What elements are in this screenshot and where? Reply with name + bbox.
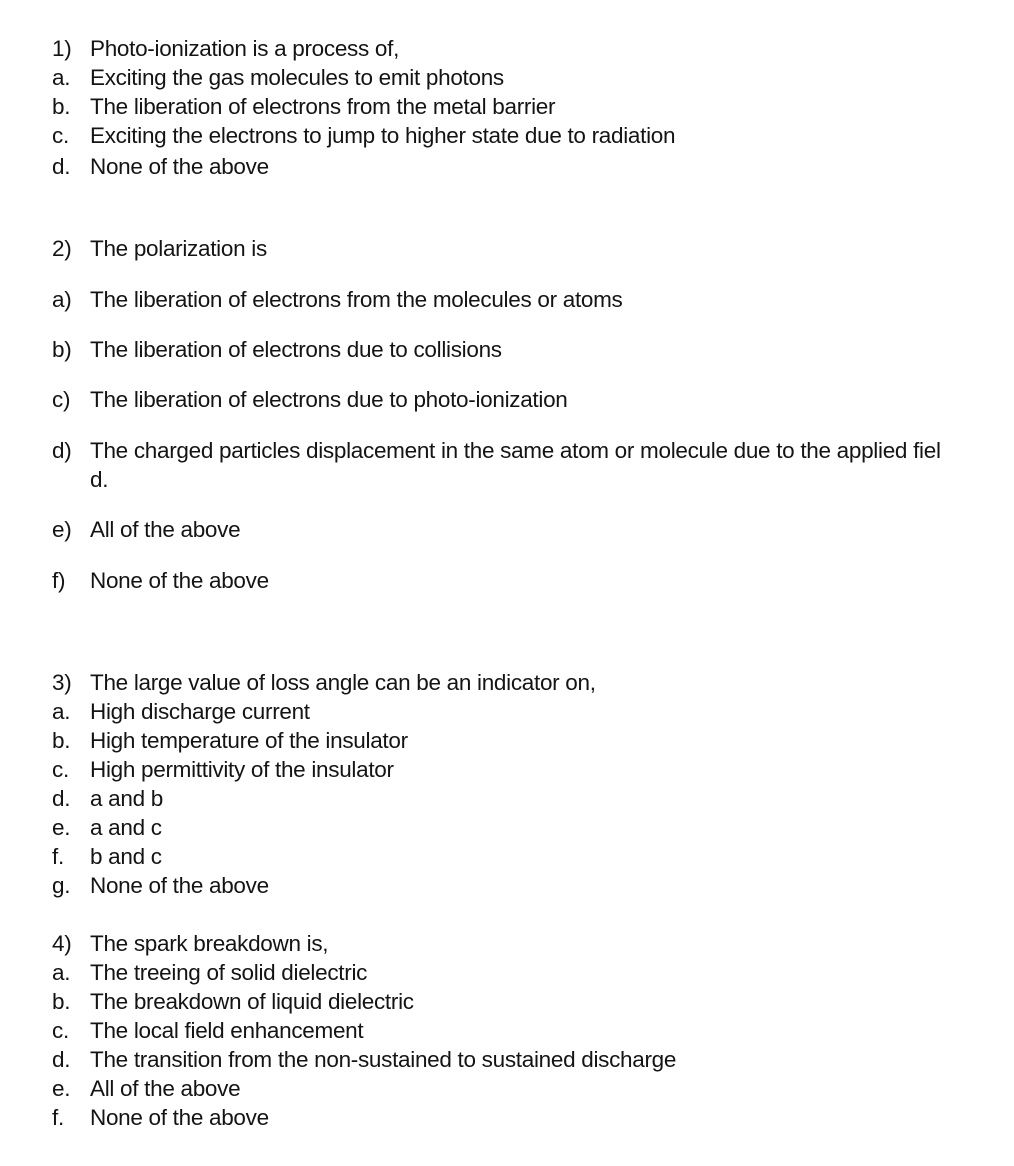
question-number: 2)	[52, 236, 72, 261]
option-text: The liberation of electrons from the metal barrier	[90, 94, 556, 119]
option-text: The liberation of electrons due to photo-ionization	[90, 387, 568, 412]
option-text-continuation: d.	[90, 467, 109, 492]
option-marker: d)	[52, 438, 72, 463]
question-text: Photo-ionization is a process of,	[90, 36, 400, 61]
option-marker: a)	[52, 287, 72, 312]
option-text: a and b	[90, 786, 163, 811]
option-text: Exciting the electrons to jump to higher state due to radiation	[90, 123, 676, 148]
question-number: 4)	[52, 931, 72, 956]
option-text: All of the above	[90, 517, 241, 542]
option-marker: e.	[52, 1076, 71, 1101]
option-marker: b.	[52, 989, 71, 1014]
option-marker: e.	[52, 815, 71, 840]
option-marker: d.	[52, 1047, 71, 1072]
option-marker: b)	[52, 337, 72, 362]
option-text: The treeing of solid dielectric	[90, 960, 368, 985]
option-text: None of the above	[90, 568, 269, 593]
option-marker: d.	[52, 786, 71, 811]
option-marker: a.	[52, 699, 71, 724]
option-text: The breakdown of liquid dielectric	[90, 989, 414, 1014]
option-text: All of the above	[90, 1076, 241, 1101]
option-marker: c.	[52, 123, 69, 148]
option-text: a and c	[90, 815, 162, 840]
option-marker: c.	[52, 757, 69, 782]
option-marker: d.	[52, 154, 71, 179]
option-marker: b.	[52, 94, 71, 119]
option-marker: a.	[52, 960, 71, 985]
option-marker: f)	[52, 568, 66, 593]
option-text: High permittivity of the insulator	[90, 757, 394, 782]
question-text: The polarization is	[90, 236, 267, 261]
option-text: High temperature of the insulator	[90, 728, 408, 753]
option-marker: g.	[52, 873, 71, 898]
option-text: None of the above	[90, 873, 269, 898]
option-marker: b.	[52, 728, 71, 753]
option-text: The liberation of electrons due to collisions	[90, 337, 502, 362]
option-text: None of the above	[90, 1105, 269, 1130]
question-text: The spark breakdown is,	[90, 931, 329, 956]
option-marker: c.	[52, 1018, 69, 1043]
option-text: b and c	[90, 844, 162, 869]
option-text: The charged particles displacement in the same atom or molecule due to the applied fiel	[90, 438, 941, 463]
option-text: None of the above	[90, 154, 269, 179]
option-marker: c)	[52, 387, 71, 412]
option-text: Exciting the gas molecules to emit photons	[90, 65, 504, 90]
option-marker: f.	[52, 844, 64, 869]
option-text: High discharge current	[90, 699, 310, 724]
question-number: 1)	[52, 36, 72, 61]
option-text: The local field enhancement	[90, 1018, 364, 1043]
question-text: The large value of loss angle can be an indicator on,	[90, 670, 596, 695]
question-number: 3)	[52, 670, 72, 695]
option-text: The liberation of electrons from the molecules or atoms	[90, 287, 623, 312]
option-marker: f.	[52, 1105, 64, 1130]
option-marker: a.	[52, 65, 71, 90]
option-marker: e)	[52, 517, 72, 542]
option-text: The transition from the non-sustained to sustained discharge	[90, 1047, 677, 1072]
